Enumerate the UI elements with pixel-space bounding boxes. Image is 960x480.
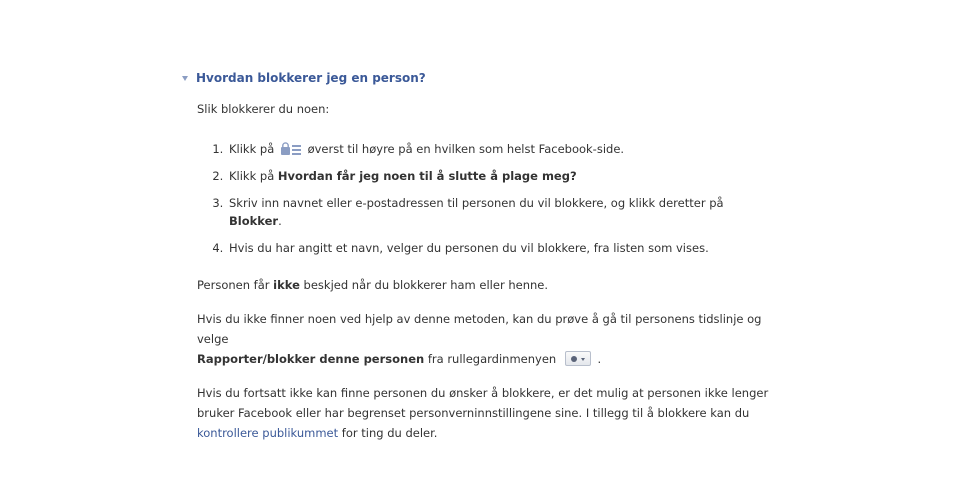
step-1-text-post: øverst til høyre på en hvilken som helst Facebook-side. [307, 142, 625, 156]
step-item [227, 140, 782, 158]
step-1-text-pre: Klikk på [229, 142, 275, 156]
step-2-text-pre: Klikk på [229, 169, 275, 183]
para1-bold: ikke [273, 278, 300, 292]
caret-down-icon [581, 358, 585, 361]
expanded-triangle-icon[interactable] [182, 76, 188, 81]
para2-post: . [597, 352, 602, 366]
notification-note [197, 275, 782, 295]
privacy-shortcuts-icon [280, 142, 302, 156]
control-audience-link[interactable]: kontrollere publikummet [197, 426, 339, 440]
step-3-text-post: . [278, 214, 282, 228]
privacy-note [197, 383, 782, 443]
step-item [227, 239, 782, 257]
step-3-block-label: Blokker [229, 214, 279, 228]
faq-question-toggle[interactable] [182, 68, 782, 88]
answer-intro: Slik blokkerer du noen: [197, 102, 330, 116]
para2-pre: Hvis du ikke finner noen ved hjelp av denne metoden, kan du prøve å gå til personens tidslinje og velge [197, 312, 762, 346]
step-2-option-label: Hvordan får jeg noen til å slutte å plage meg? [277, 169, 577, 183]
faq-answer [182, 100, 782, 443]
para1-post: beskjed når du blokkerer ham eller henne. [303, 278, 549, 292]
para2-report-block-label: Rapporter/blokker denne personen [197, 352, 425, 366]
para2-mid: fra rullegardinmenyen [427, 352, 557, 366]
para3-pre: Hvis du fortsatt ikke kan finne personen du ønsker å blokkere, er det mulig at personen ikke lenger bruker Facebook eller har begrenset personverninnstillingene sine. I tillegg til å blokkere kan du [197, 386, 769, 420]
gear-dropdown-icon [565, 351, 591, 366]
step-item [227, 194, 782, 230]
faq-item [182, 68, 782, 443]
para1-pre: Personen får [197, 278, 270, 292]
step-4-text: Hvis du har angitt et navn, velger du personen du vil blokkere, fra listen som vises. [229, 241, 709, 255]
step-item [227, 167, 782, 185]
faq-question-title[interactable]: Hvordan blokkerer jeg en person? [196, 71, 426, 85]
gear-icon [571, 356, 577, 362]
timeline-alternative-note [197, 309, 782, 369]
para3-post: for ting du deler. [341, 426, 438, 440]
steps-list [197, 140, 782, 257]
step-3-text-pre: Skriv inn navnet eller e-postadressen til personen du vil blokkere, og klikk deretter på [229, 196, 724, 210]
